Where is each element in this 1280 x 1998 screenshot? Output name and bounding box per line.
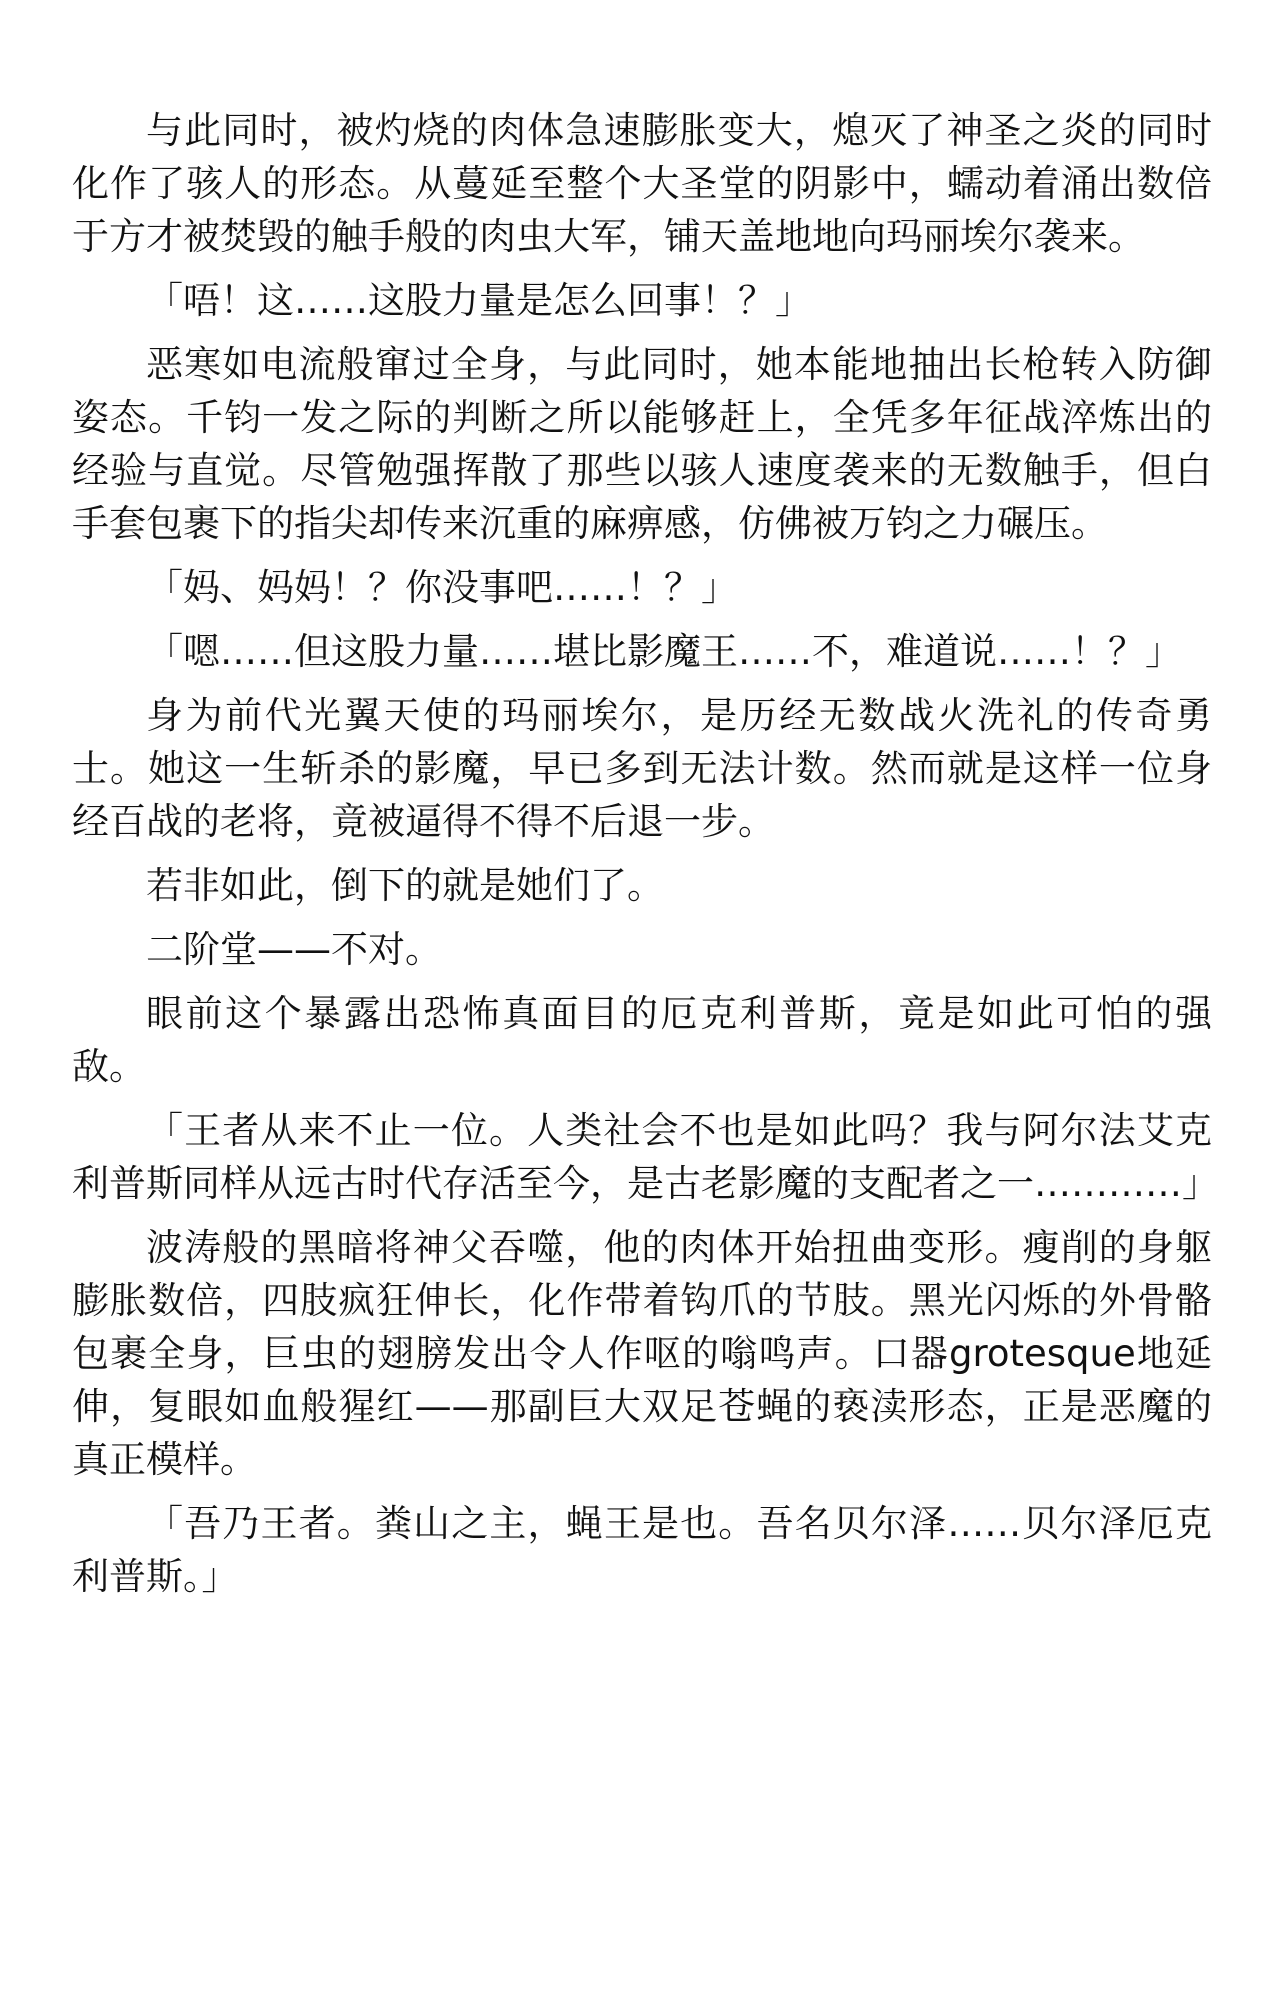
paragraph-6: 眼前这个暴露出恐怖真面目的厄克利普斯，竟是如此可怕的强敌。 bbox=[72, 992, 1212, 1088]
paragraph-4: 若非如此，倒下的就是她们了。 bbox=[146, 864, 664, 907]
page-body bbox=[72, 104, 1219, 1614]
dialogue-2: 「妈、妈妈！？你没事吧……！？」 bbox=[146, 566, 738, 609]
dialogue-4: 「王者从来不止一位。人类社会不也是如此吗？我与阿尔法艾克利普斯同样从远古时代存活至今，是古老影魔的支配者之一…………」 bbox=[72, 1109, 1219, 1205]
paragraph-3: 身为前代光翼天使的玛丽埃尔，是历经无数战火洗礼的传奇勇士。她这一生斩杀的影魔，早已多到无法计数。然而就是这样一位身经百战的老将，竟被逼得不得不后退一步。 bbox=[72, 694, 1212, 843]
dialogue-3: 「嗯……但这股力量……堪比影魔王……不，难道说……！？」 bbox=[146, 630, 1182, 673]
dialogue-5: 「吾乃王者。粪山之主，蝇王是也。吾名贝尔泽……贝尔泽厄克利普斯。」 bbox=[72, 1502, 1212, 1598]
dialogue-1: 「唔！这……这股力量是怎么回事！？」 bbox=[146, 279, 812, 322]
paragraph-1: 与此同时，被灼烧的肉体急速膨胀变大，熄灭了神圣之炎的同时化作了骇人的形态。从蔓延至整个大圣堂的阴影中，蠕动着涌出数倍于方才被焚毁的触手般的肉虫大军，铺天盖地地向玛丽埃尔袭来。 bbox=[72, 109, 1212, 258]
paragraph-5: 二阶堂——不对。 bbox=[146, 928, 442, 971]
paragraph-2: 恶寒如电流般窜过全身，与此同时，她本能地抽出长枪转入防御姿态。千钧一发之际的判断之所以能够赶上，全凭多年征战淬炼出的经验与直觉。尽管勉强挥散了那些以骇人速度袭来的无数触手，但白手套包裹下的指尖却传来沉重的麻痹感，仿佛被万钧之力碾压。 bbox=[72, 343, 1212, 545]
paragraph-7: 波涛般的黑暗将神父吞噬，他的肉体开始扭曲变形。瘦削的身躯膨胀数倍，四肢疯狂伸长，化作带着钩爪的节肢。黑光闪烁的外骨骼包裹全身，巨虫的翅膀发出令人作呕的嗡鸣声。口器grotesque地延伸，复眼如血般猩红——那副巨大双足苍蝇的亵渎形态，正是恶魔的真正模样。 bbox=[72, 1226, 1212, 1481]
